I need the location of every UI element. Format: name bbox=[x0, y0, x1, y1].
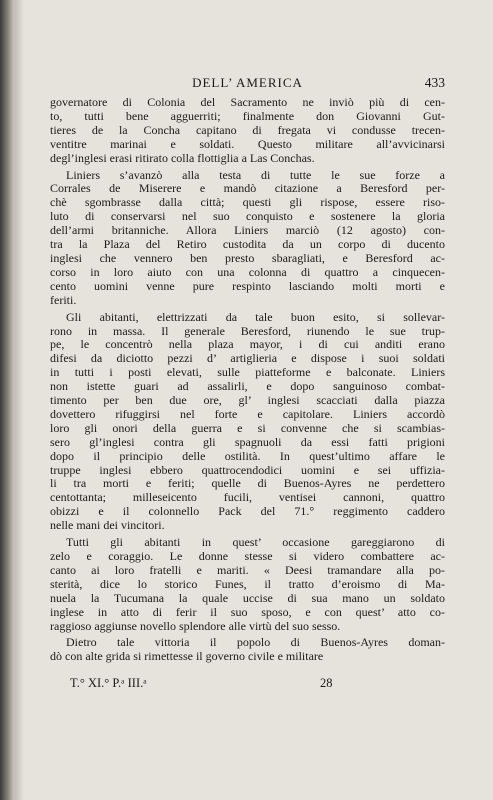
paragraph bbox=[50, 169, 445, 308]
text-line: obizzi e il colonnello Pack del 71.° reggimento caddero bbox=[50, 504, 445, 519]
text-line: raggioso aggiunse novello splendore alle virtù del suo sesso. bbox=[50, 618, 341, 633]
text-line: rono in massa. Il generale Beresford, riunendo le sue trup- bbox=[50, 323, 445, 338]
sheet-number: 28 bbox=[320, 676, 333, 690]
text-line: Corrales de Miserere e mandò citazione a Beresford per- bbox=[50, 181, 445, 196]
text-line: difesi da diciotto pezzi d’ artiglieria e dispose i suoi soldati bbox=[50, 351, 445, 366]
text-line: Dietro tale vittoria il popolo di Buenos-Ayres doman- bbox=[66, 635, 445, 650]
page-number: 433 bbox=[424, 75, 445, 90]
text-line: Tutti gli abitanti in quest’ occasione gareggiarono di bbox=[66, 535, 445, 550]
text-line: degl’inglesi erasi ritirato colla flottiglia a Las Conchas. bbox=[50, 150, 315, 165]
text-line: loro gli onori della guerra e si convenne che si scambias- bbox=[50, 420, 445, 435]
text-line: sterità, dice lo storico Funes, il tratto d’eroismo di Ma- bbox=[50, 576, 445, 591]
text-line: inglesi che vennero ben presto sbaragliati, e Beresford ac- bbox=[50, 250, 445, 265]
text-line: dell’armi britanniche. Allora Liniers marciò (12 agosto) con- bbox=[50, 223, 445, 238]
text-line: dovettero rifuggirsi nel forte e capitolare. Liniers accordò bbox=[50, 406, 445, 421]
page-header bbox=[50, 75, 445, 95]
text-line: li tra morti e feriti; quelle di Buenos-Ayres ne perdettero bbox=[50, 476, 445, 491]
paragraph bbox=[50, 96, 445, 166]
printer-signature: T.° XI.° P.ᵃ III.ᵃ bbox=[70, 676, 147, 690]
text-line: dò con alte grida si rimettesse il governo civile e militare bbox=[50, 649, 324, 664]
text-line: feriti. bbox=[50, 292, 77, 307]
gutter-shadow bbox=[14, 0, 24, 800]
body-text bbox=[50, 96, 445, 664]
text-line: Liniers s’avanzò alla testa di tutte le sue forze a bbox=[66, 167, 445, 182]
running-head: DELL’ AMERICA bbox=[192, 75, 303, 90]
text-line: chè sgombrasse dalla città; questi gli rispose, essere riso- bbox=[50, 195, 445, 210]
book-gutter bbox=[0, 0, 14, 800]
text-line: corso in loro aiuto con una colonna di quattro a cinquecen- bbox=[50, 264, 445, 279]
text-line: Gli abitanti, elettrizzati da tale buon esito, si sollevar- bbox=[66, 309, 445, 324]
text-line: inglese in atto di ferir il suo sposo, e con quest’ atto co- bbox=[50, 604, 445, 619]
text-line: tieres de la Concha capitano di fregata vi condusse trecen- bbox=[50, 122, 445, 137]
paragraph bbox=[50, 311, 445, 534]
text-line: tra la Plaza del Retiro custodita da un corpo di ducento bbox=[50, 237, 445, 252]
text-line: centottanta; milleseicento fucili, ventisei cannoni, quattro bbox=[50, 490, 445, 505]
page-footer bbox=[50, 676, 445, 694]
text-line: timento per ben due ore, gl’ inglesi scacciati dalla piazza bbox=[50, 393, 445, 408]
text-line: ventitre marinai e soldati. Questo militare all’avvicinarsi bbox=[50, 136, 445, 151]
paragraph bbox=[50, 536, 445, 633]
text-line: dopo il principio delle ostilità. In quest’ultimo affare le bbox=[50, 448, 445, 463]
text-line: nuela la Tucumana la quale uccise di sua mano un soldato bbox=[50, 590, 445, 605]
text-line: canto ai loro fratelli e mariti. « Deesi tramandare alla po- bbox=[50, 562, 445, 577]
text-line: luto di conservarsi nel suo conquisto e sostenere la gloria bbox=[50, 209, 445, 224]
text-line: pe, le concentrò nella plaza mayor, i di cui anditi erano bbox=[50, 337, 445, 352]
text-line: to, tutti bene agguerriti; finalmente don Giovanni Gut- bbox=[50, 108, 445, 123]
text-line: nelle mani dei vincitori. bbox=[50, 518, 165, 533]
text-line: cento uomini venne pure respinto lasciando molti morti e bbox=[50, 278, 445, 293]
paragraph bbox=[50, 636, 445, 664]
text-line: zelo e coraggio. Le donne stesse si videro combattere ac- bbox=[50, 549, 445, 563]
text-line: truppe inglesi ebbero quattrocendodici uomini e sei uffizia- bbox=[50, 462, 445, 477]
text-line: non istette guari ad assalirli, e dopo sanguinoso combat- bbox=[50, 379, 445, 394]
text-line: sero gl’inglesi contra gli spagnuoli da essi fatti prigioni bbox=[50, 434, 445, 449]
text-line: governatore di Colonia del Sacramento ne inviò più di cen- bbox=[50, 95, 445, 109]
text-line: in tutti i posti elevati, sulle piatteforme e balconate. Liniers bbox=[50, 365, 445, 380]
